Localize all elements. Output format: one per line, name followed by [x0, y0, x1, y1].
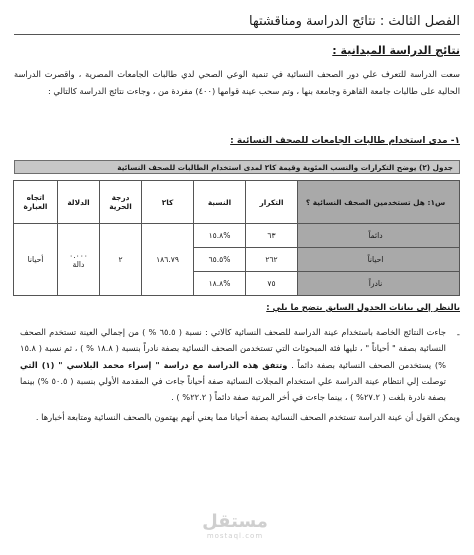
intro-paragraph: سعت الدراسة للتعرف علي دور الصحف النسائية في تنمية الوعي الصحي لدي طالبات الجامعات المصرية ، واقصرت الدراسة الحالية على طالبات جامعة القاهرة وجامعة بنها ، وتم سحب عينة قوامها (٤٠٠) مفردة من ، وجاءت نتائج الدراسة كالتالي : [14, 69, 460, 96]
significance-value: ٠.٠٠٠ [69, 250, 88, 260]
chi-value: ١٨٦.٧٩ [142, 224, 194, 296]
watermark-site: mostaql.com [206, 532, 264, 540]
findings-paragraph [20, 324, 446, 405]
findings-text-continued: توصلت إلي انتظام عينة الدراسة علي استخدام المجلات النسائية صفة أحياناً جاءت في المقدمة الأولي بنسبة ( ٥٠.٥ %) بينما بصفة نادرة بلغت ( ٢٧.٢% ) ، بينما جاءت في أخر المرتبة صفة دائماً ( ٢٢.٢% ) . [20, 375, 446, 403]
header-frequency: التكرار [246, 181, 298, 224]
conclusion-paragraph: ويمكن القول أن عينة الدراسة تستخدم الصحف النسائية بصفة أحيانا مما يعني أنهم يهتمون بالصحف النسائية ومتابعة أخبارها . [35, 412, 460, 423]
header-chi: كا٢ [142, 181, 194, 224]
table-row [14, 224, 460, 248]
header-significance: الدلالة [58, 181, 100, 224]
header-percent: النسبة [194, 181, 246, 224]
row-label: احياناً [298, 248, 460, 272]
row-label: دائماً [298, 224, 460, 248]
row-label: نادراً [298, 272, 460, 296]
results-table [13, 180, 460, 296]
significance-label: دالة [72, 259, 85, 269]
subsection-heading: ١- مدى استخدام طالبات الجامعات للصحف النسائية : [230, 136, 460, 146]
findings-section [20, 324, 460, 426]
bullet-marker: - [456, 330, 460, 340]
df-value: ٢ [100, 224, 142, 296]
chapter-title: الفصل الثالث : نتائج الدراسة ومناقشتها [14, 10, 460, 35]
findings-text: جاءت النتائج الخاصة باستخدام عينة الدراسة للصحف النسائية كالاتي : نسبة ( ٦٥.٥ % ) من إجمالي العينة تستخدم الصحف النسائية بصفة " أحياناً " ، تليها فئة المبحوثات التي تستخدمن الصحف النسائية بصفة نادراً بنسبة ( ١٨.٨ % ) ، ثم نسبة ( ١٥.٨ %) يستخدمن الصحف النسائية بصفة دائماً . [20, 327, 446, 370]
row-percent: %٦٥.٥ [194, 248, 246, 272]
watermark-logo [180, 512, 290, 540]
header-direction: اتجاه العبارة [14, 181, 58, 224]
row-frequency: ٦٣ [246, 224, 298, 248]
row-percent: %١٨.٨ [194, 272, 246, 296]
table-header-row [14, 181, 460, 224]
row-percent: %١٥.٨ [194, 224, 246, 248]
table-analysis-heading: بالنظر إلى بيانات الجدول السابق يتضح ما يلي : [266, 302, 460, 312]
section-title: نتائج الدراسة الميدانية : [332, 44, 460, 57]
row-frequency: ٧٥ [246, 272, 298, 296]
significance-cell [58, 224, 100, 296]
header-df: درجة الحرية [100, 181, 142, 224]
direction-value: أحيانا [14, 224, 58, 296]
watermark-logo-text: مستقل [202, 511, 268, 532]
comparison-highlight: وتتفق هذه الدراسة مع دراسة " إسراء محمد البلاسي " (١) التي [20, 359, 288, 370]
header-question: س١: هل تستخدمين الصحف النسائية ؟ [298, 181, 460, 224]
row-frequency: ٢٦٢ [246, 248, 298, 272]
table-caption: جدول (٢) يوضح التكرارات والنسب المئوية وقيمة كا٢ لمدى استخدام الطالبات للصحف النسائية [14, 160, 460, 174]
